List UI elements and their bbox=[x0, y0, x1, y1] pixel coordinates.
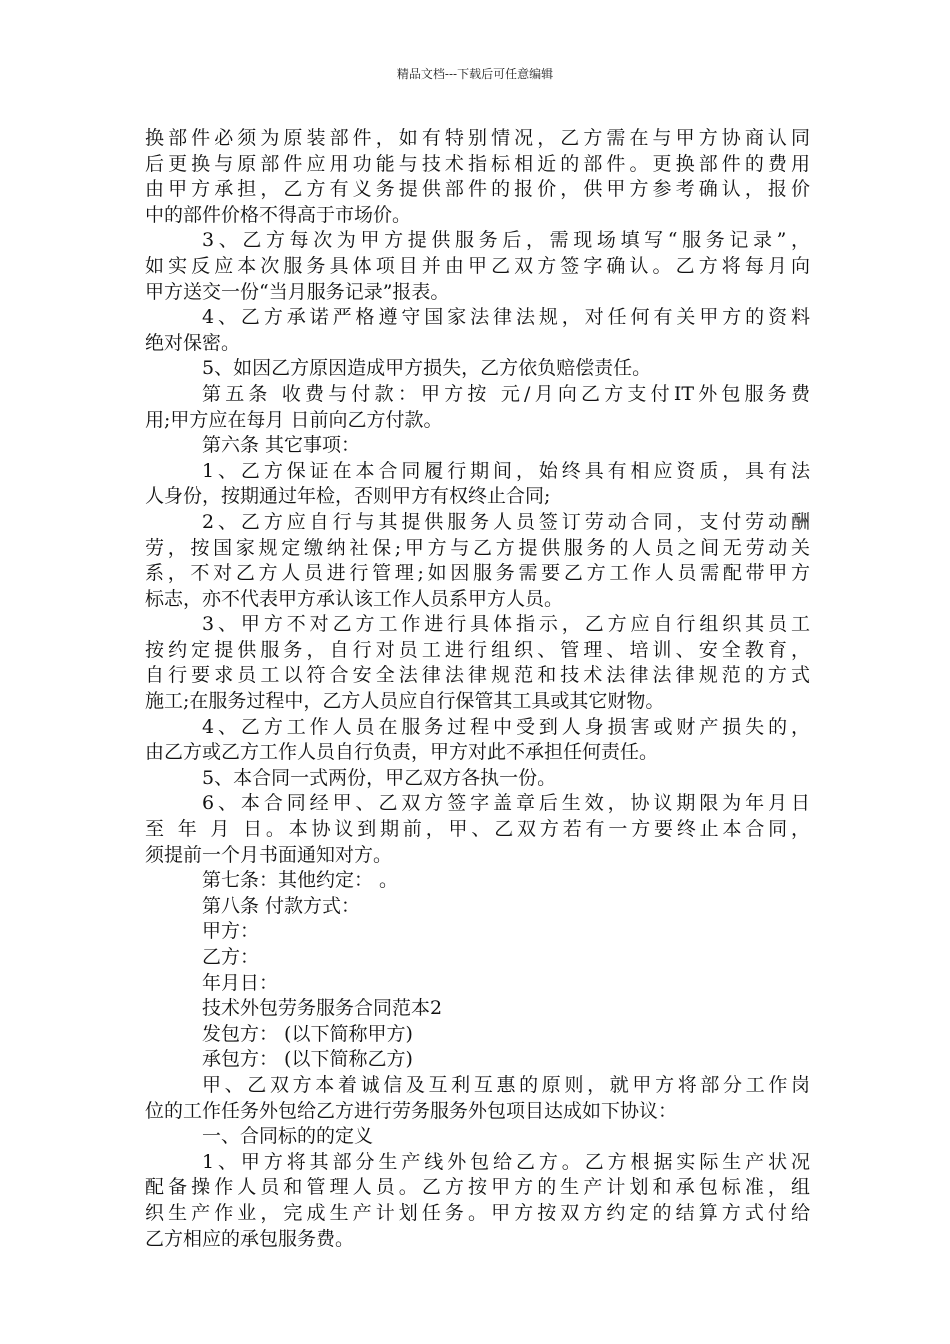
text-line: 中的部件价格不得高于市场价。 bbox=[145, 203, 412, 226]
text-line: 4、乙方工作人员在服务过程中受到人身损害或财产损失的， bbox=[202, 715, 810, 738]
text-line: 如实反应本次服务具体项目并由甲乙双方签字确认。乙方将每月向 bbox=[145, 254, 810, 277]
text-line: 甲方送交一份“当月服务记录”报表。 bbox=[145, 280, 450, 303]
text-line: 第七条：其他约定： 。 bbox=[202, 869, 399, 892]
text-line: 换部件必须为原装部件，如有特别情况，乙方需在与甲方协商认同 bbox=[145, 127, 810, 149]
text-line: 第六条 其它事项： bbox=[202, 434, 361, 457]
text-line: 甲、乙双方本着诚信及互利互惠的原则，就甲方将部分工作岗 bbox=[202, 1073, 810, 1096]
text-line: 至 年 月 日。本协议到期前，甲、乙双方若有一方要终止本合同， bbox=[145, 818, 810, 841]
text-line: 4、乙方承诺严格遵守国家法律法规，对任何有关甲方的资料 bbox=[202, 306, 810, 329]
text-line: 须提前一个月书面通知对方。 bbox=[145, 843, 393, 866]
text-line: 系，不对乙方人员进行管理;如因服务需要乙方工作人员需配带甲方 bbox=[145, 562, 810, 585]
text-line: 3、甲方不对乙方工作进行具体指示，乙方应自行组织其员工 bbox=[202, 613, 810, 636]
text-line: 人身份，按期通过年检，否则甲方有权终止合同; bbox=[145, 485, 551, 508]
document-body bbox=[145, 126, 810, 1252]
text-line: 5、本合同一式两份，甲乙双方各执一份。 bbox=[202, 766, 557, 789]
text-line: 1、甲方将其部分生产线外包给乙方。乙方根据实际生产状况 bbox=[202, 1150, 810, 1173]
text-line: 由甲方承担，乙方有义务提供部件的报价，供甲方参考确认，报价 bbox=[145, 178, 810, 201]
text-line: 乙方相应的承包服务费。 bbox=[145, 1227, 355, 1250]
text-line: 后更换与原部件应用功能与技术指标相近的部件。更换部件的费用 bbox=[145, 152, 810, 175]
text-line: 用;甲方应在每月 日前向乙方付款。 bbox=[145, 408, 443, 431]
text-line: 施工;在服务过程中，乙方人员应自行保管其工具或其它财物。 bbox=[145, 690, 665, 713]
text-line: 配备操作人员和管理人员。乙方按甲方的生产计划和承包标准，组 bbox=[145, 1176, 810, 1199]
text-line: 自行要求员工以符合安全法律法律规范和技术法律法律规范的方式 bbox=[145, 664, 810, 687]
text-line: 1、乙方保证在本合同履行期间，始终具有相应资质，具有法 bbox=[202, 459, 810, 482]
page-header: 精品文档---下载后可任意编辑 bbox=[396, 67, 554, 81]
text-line: 甲方： bbox=[202, 920, 260, 943]
text-line: 技术外包劳务服务合同范本2 bbox=[202, 997, 443, 1020]
text-line: 劳，按国家规定缴纳社保;甲方与乙方提供服务的人员之间无劳动关 bbox=[145, 536, 810, 559]
text-line: 承包方： (以下简称乙方) bbox=[202, 1048, 413, 1071]
text-line: 5、如因乙方原因造成甲方损失，乙方依负赔偿责任。 bbox=[202, 357, 652, 380]
text-line: 一、合同标的的定义 bbox=[202, 1125, 374, 1148]
text-line: 第八条 付款方式： bbox=[202, 894, 361, 917]
text-line: 绝对保密。 bbox=[145, 331, 241, 354]
text-line: 位的工作任务外包给乙方进行劳务服务外包项目达成如下协议： bbox=[145, 1099, 678, 1122]
text-line: 3、乙方每次为甲方提供服务后，需现场填写“服务记录”， bbox=[202, 229, 810, 252]
text-line: 发包方： (以下简称甲方) bbox=[202, 1022, 413, 1045]
text-line: 6、本合同经甲、乙双方签字盖章后生效，协议期限为年月日 bbox=[202, 792, 810, 815]
text-line: 按约定提供服务，自行对员工进行组织、管理、培训、安全教育， bbox=[145, 638, 810, 661]
text-line: 2、乙方应自行与其提供服务人员签订劳动合同，支付劳动酬 bbox=[202, 510, 810, 533]
text-line: 第五条 收费与付款：甲方按 元/月向乙方支付IT外包服务费 bbox=[202, 382, 810, 405]
text-line: 乙方： bbox=[202, 946, 260, 968]
text-line: 由乙方或乙方工作人员自行负责，甲方对此不承担任何责任。 bbox=[145, 741, 659, 764]
text-line: 标志，亦不代表甲方承认该工作人员系甲方人员。 bbox=[145, 587, 564, 610]
text-line: 年月日： bbox=[202, 971, 279, 994]
text-line: 织生产作业，完成生产计划任务。甲方按双方约定的结算方式付给 bbox=[145, 1201, 810, 1224]
